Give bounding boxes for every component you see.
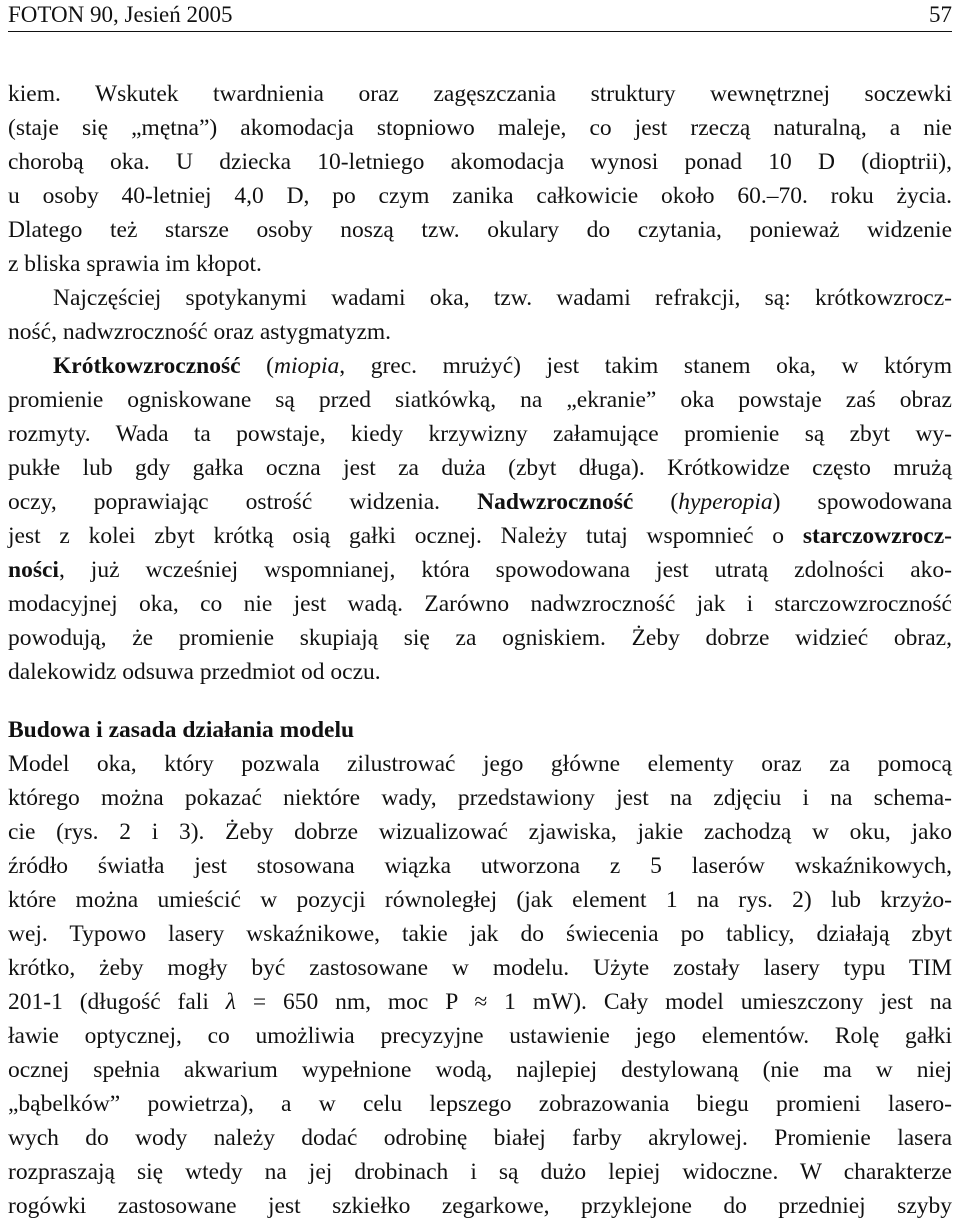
running-header (8, 0, 952, 30)
text-line: wej. Typowo lasery wskaźnikowe, takie jak do świecenia po tablicy, działają zbyt (8, 921, 952, 947)
text-line: Dlatego też starsze osoby noszą tzw. okulary do czytania, ponieważ widzenie (8, 217, 952, 243)
text-line: wych do wody należy dodać odrobinę białej farby akrylowej. Promienie lasera (8, 1125, 952, 1151)
text-line: 201-1 (długość fali λ = 650 nm, moc P ≈ 1 mW). Cały model umieszczony jest na (8, 989, 952, 1015)
text-line: krótko, żeby mogły być zastosowane w modelu. Użyte zostały lasery typu TIM (8, 955, 952, 981)
text-line: powodują, że promienie skupiają się za ogniskiem. Żeby dobrze widzieć obraz, (8, 625, 952, 651)
text-line: z bliska sprawia im kłopot. (8, 251, 262, 277)
header-rule (8, 31, 952, 32)
text-line: „bąbelków” powietrza), a w celu lepszego zobrazowania biegu promieni lasero- (8, 1091, 952, 1117)
text-line: Krótkowzroczność (miopia, grec. mrużyć) jest takim stanem oka, w którym (53, 353, 952, 379)
text-line: oczy, poprawiając ostrość widzenia. Nadwzroczność (hyperopia) spowodowana (8, 489, 953, 515)
text-line: u osoby 40-letniej 4,0 D, po czym zanika całkowicie około 60.–70. roku życia. (8, 183, 952, 209)
text-line: ławie optycznej, co umożliwia precyzyjne ustawienie jego elementów. Rolę gałki (8, 1023, 952, 1049)
text-line: cie (rys. 2 i 3). Żeby dobrze wizualizować zjawiska, jakie zachodzą w oku, jako (8, 819, 952, 845)
text-line: ności, już wcześniej wspomnianej, która spowodowana jest utratą zdolności ako- (8, 557, 952, 583)
page-number: 57 (929, 2, 952, 27)
text-line: którego można pokazać niektóre wady, przedstawiony jest na zdjęciu i na schema- (8, 785, 952, 811)
text-line: ność, nadwzroczność oraz astygmatyzm. (8, 319, 392, 345)
text-line: kiem. Wskutek twardnienia oraz zagęszczania struktury wewnętrznej soczewki (8, 81, 952, 107)
section-heading: Budowa i zasada działania modelu (8, 717, 355, 743)
text-line: dalekowidz odsuwa przedmiot od oczu. (8, 659, 381, 685)
term-hyperopia: Nadwzroczność (477, 489, 634, 515)
text-line: rozmyty. Wada ta powstaje, kiedy krzywizny załamujące promienie są zbyt wy- (8, 421, 952, 447)
text-line: pukłe lub gdy gałka oczna jest za duża (zbyt długa). Krótkowidze często mrużą (8, 455, 952, 481)
text-line: rozpraszają się wtedy na jej drobinach i są dużo lepiej widoczne. W charakterze (8, 1159, 952, 1185)
text-line: rogówki zastosowane jest szkiełko zegarkowe, przyklejone do przedniej szyby (8, 1193, 952, 1219)
journal-title: FOTON 90, Jesień 2005 (8, 2, 233, 27)
text-line: źródło światła jest stosowana wiązka utworzona z 5 laserów wskaźnikowych, (8, 853, 952, 879)
text-line: modacyjnej oka, co nie jest wadą. Zarówno nadwzroczność jak i starczowzroczność (8, 591, 952, 617)
lambda-symbol: λ (225, 989, 236, 1015)
text-line: promienie ogniskowane są przed siatkówką, na „ekranie” oka powstaje zaś obraz (8, 387, 952, 413)
text-line: które można umieścić w pozycji równoległej (jak element 1 na rys. 2) lub krzyżo- (8, 887, 952, 913)
text-line: jest z kolei zbyt krótką osią gałki ocznej. Należy tutaj wspomnieć o starczowzrocz- (8, 523, 952, 549)
term-presbyopia: starczowzrocz- (802, 523, 952, 549)
text-line: Najczęściej spotykanymi wadami oka, tzw. wadami refrakcji, są: krótkowzrocz- (53, 285, 952, 311)
term-myopia: Krótkowzroczność (53, 353, 241, 379)
text-line: Model oka, który pozwala zilustrować jego główne elementy oraz za pomocą (8, 751, 952, 777)
text-line: (staje się „mętna”) akomodacja stopniowo maleje, co jest rzeczą naturalną, a nie (8, 115, 952, 141)
text-line: chorobą oka. U dziecka 10-letniego akomodacja wynosi ponad 10 D (dioptrii), (8, 149, 952, 175)
text-line: ocznej spełnia akwarium wypełnione wodą, najlepiej destylowaną (nie ma w niej (8, 1057, 952, 1083)
